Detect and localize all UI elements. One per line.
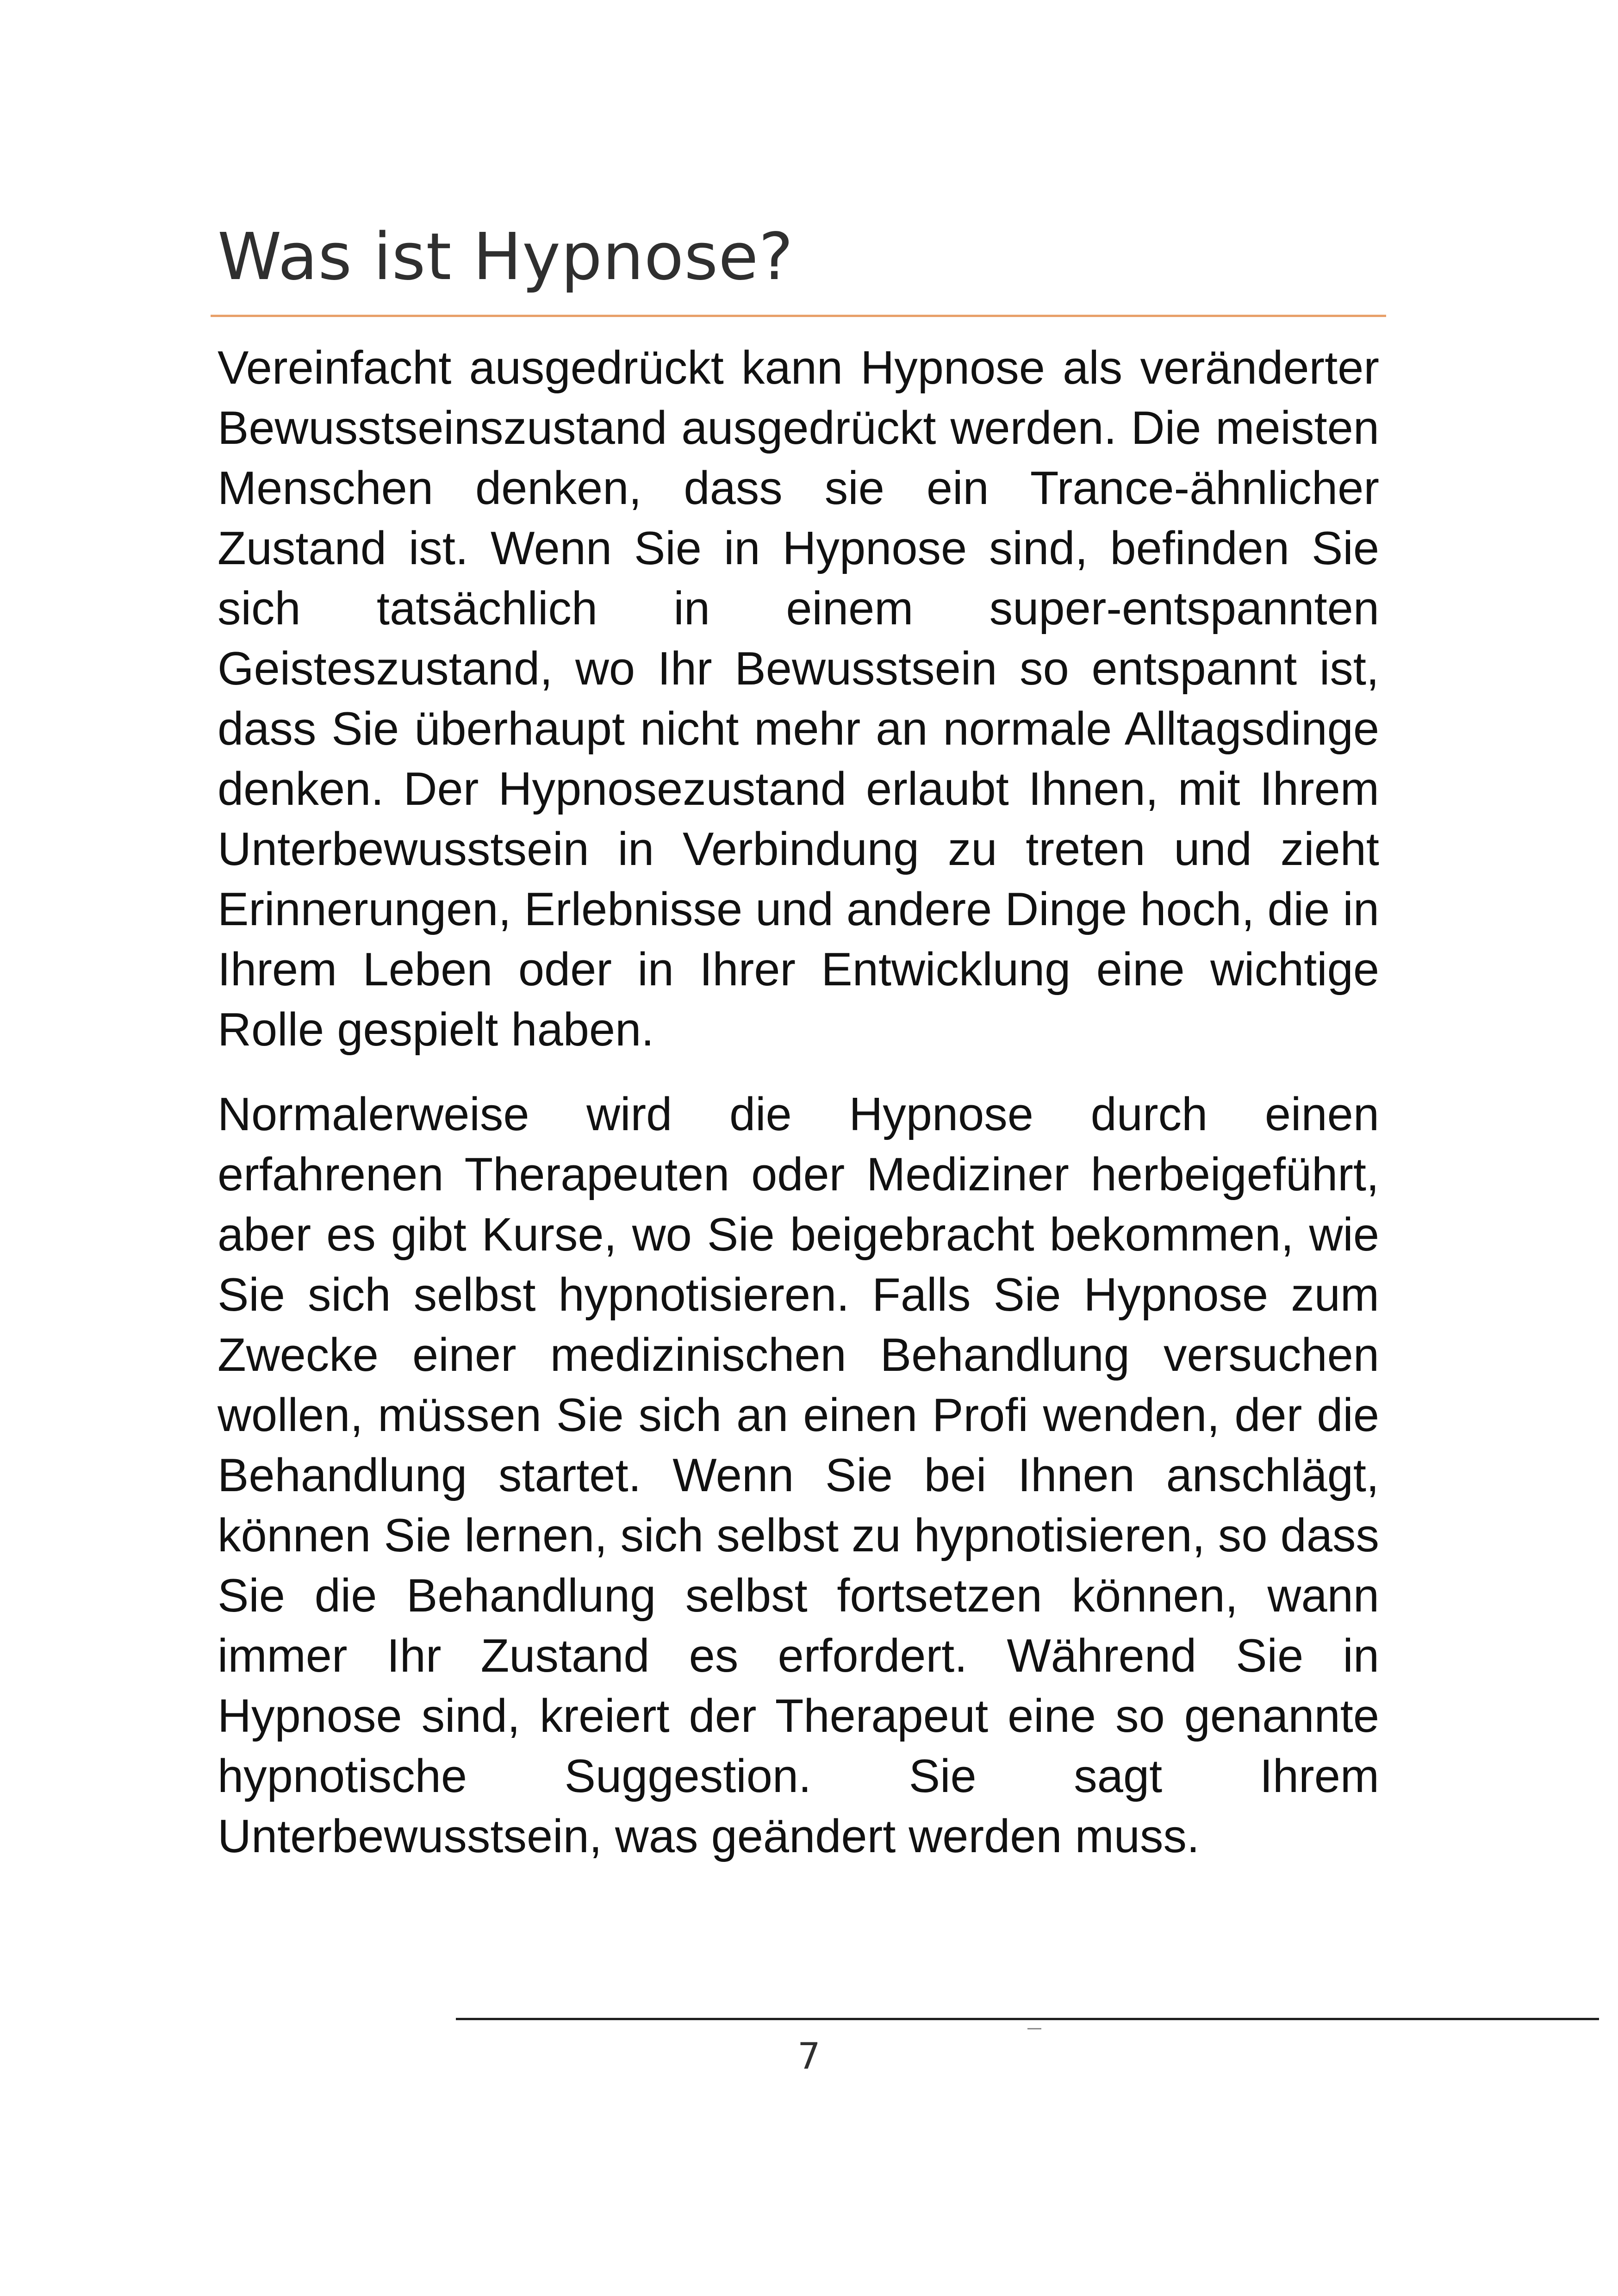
title-underline xyxy=(211,315,1386,317)
page-number: 7 xyxy=(797,2036,821,2078)
paragraph-2: Normalerweise wird die Hypnose durch einen erfahrenen Therapeuten oder Mediziner herbeigeführt, aber es gibt Kurse, wo Sie beigebracht bekommen, wie Sie sich selbst hypnotisieren. Falls Sie Hypnose zum Zwecke einer medizinischen Behandlung versuchen wollen, müssen Sie sich an einen Profi wenden, der die Behandlung startet. Wenn Sie bei Ihnen anschlägt, können Sie lernen, sich selbst zu hypnotisieren, so dass Sie die Behandlung selbst fortsetzen können, wann immer Ihr Zustand es erfordert. Während Sie in Hypnose sind, kreiert der Therapeut eine so genannte hypnotische Suggestion. Sie sagt Ihrem Unterbewusstsein, was geändert werden muss. xyxy=(218,1089,1379,1862)
footer-divider xyxy=(456,2018,1599,2020)
page-title: Was ist Hypnose? xyxy=(218,219,794,295)
body-text xyxy=(218,338,1379,1867)
footer-divider-mark xyxy=(1027,2028,1041,2029)
paragraph-1: Vereinfacht ausgedrückt kann Hypnose als veränderter Bewusstseinszustand ausgedrückt werden. Die meisten Menschen denken, dass sie ein Trance-ähnlicher Zustand ist. Wenn Sie in Hypnose sind, befinden Sie sich tatsächlich in einem super-entspannten Geisteszustand, wo Ihr Bewusstsein so entspannt ist, dass Sie überhaupt nicht mehr an normale Alltagsdinge denken. Der Hypnosezustand erlaubt Ihnen, mit Ihrem Unterbewusstsein in Verbindung zu treten und zieht Erinnerungen, Erlebnisse und andere Dinge hoch, die in Ihrem Leben oder in Ihrer Entwicklung eine wichtige Rolle gespielt haben. xyxy=(218,342,1379,1056)
